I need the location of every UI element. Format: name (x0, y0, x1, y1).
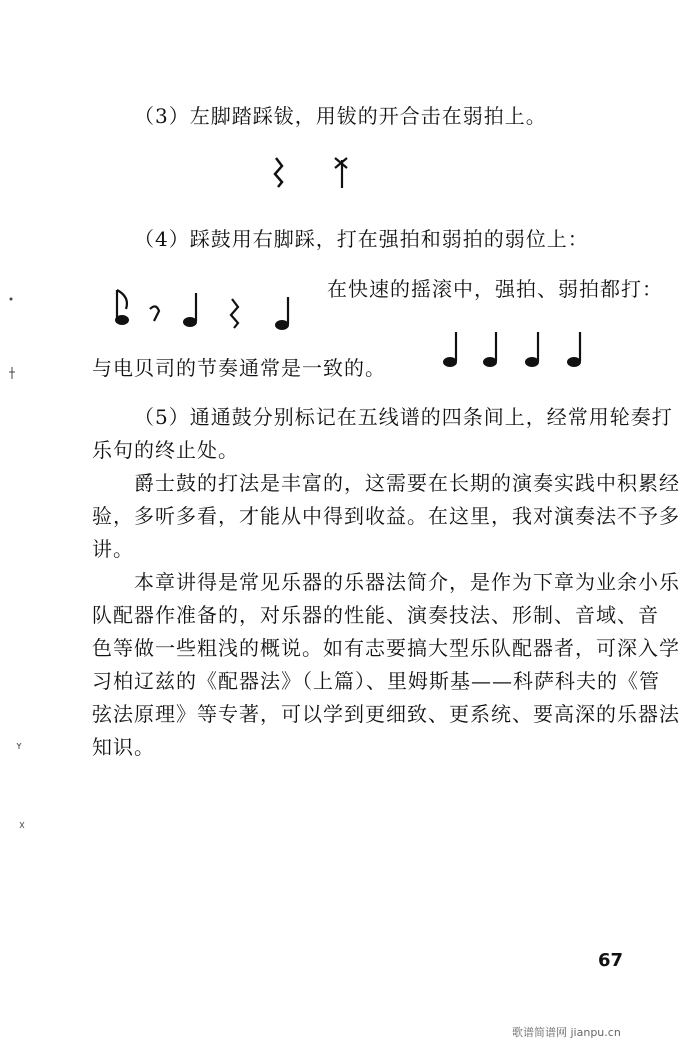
text-para-jazz-3: 讲。 (92, 537, 134, 561)
scan-speck (16, 742, 22, 750)
eighth-rest (150, 306, 159, 321)
text-line-bass-sync: 与电贝司的节奏通常是一致的。 (92, 356, 386, 380)
notation-bass-drum (112, 285, 302, 339)
text-line-5: （5）通通鼓分别标记在五线谱的四条间上，经常用轮奏打 (134, 405, 673, 429)
text-para-chapter-1: 本章讲得是常见乐器的乐器法简介，是作为下章为业余小乐 (134, 570, 680, 594)
text-para-jazz-2: 验，多听多看，才能从中得到收益。在这里，我对演奏法不予多 (92, 504, 680, 528)
scan-speck (8, 296, 14, 302)
text-line-4: （4）踩鼓用右脚踩，打在强拍和弱拍的弱位上： (134, 227, 589, 251)
text-line-3: （3）左脚踏踩钹，用钹的开合击在弱拍上。 (134, 104, 547, 128)
note-head (183, 317, 197, 327)
quarter-rest (231, 299, 238, 328)
watermark: 歌谱简谱网 jianpu.cn (512, 1026, 621, 1039)
text-para-chapter-4: 习柏辽兹的《配器法》（上篇）、里姆斯基——科萨科夫的《管 (92, 669, 660, 693)
page-number: 67 (598, 950, 624, 971)
text-line-5b: 乐句的终止处。 (92, 438, 239, 462)
scan-speck (8, 366, 16, 380)
text-para-jazz-1: 爵士鼓的打法是丰富的，这需要在长期的演奏实践中积累经 (134, 471, 680, 495)
scan-speck (18, 820, 26, 830)
text-para-chapter-3: 色等做一些粗浅的概说。如有志要搞大型乐队配器者，可深入学 (92, 636, 680, 660)
text-para-chapter-5: 弦法原理》等专著，可以学到更细致、更系统、要高深的乐器法 (92, 702, 680, 726)
notation-hihat (262, 150, 352, 199)
text-para-chapter-2: 队配器作准备的，对乐器的性能、演奏技法、形制、音域、音 (92, 603, 659, 627)
notation-four-quarters (440, 328, 590, 377)
text-line-fast-rock: 在快速的摇滚中，强拍、弱拍都打： (327, 277, 663, 301)
note-head (483, 357, 497, 367)
note-flag (117, 290, 127, 309)
rest-symbol (275, 158, 282, 187)
note-head (443, 357, 457, 367)
text-para-chapter-6: 知识。 (92, 735, 155, 759)
